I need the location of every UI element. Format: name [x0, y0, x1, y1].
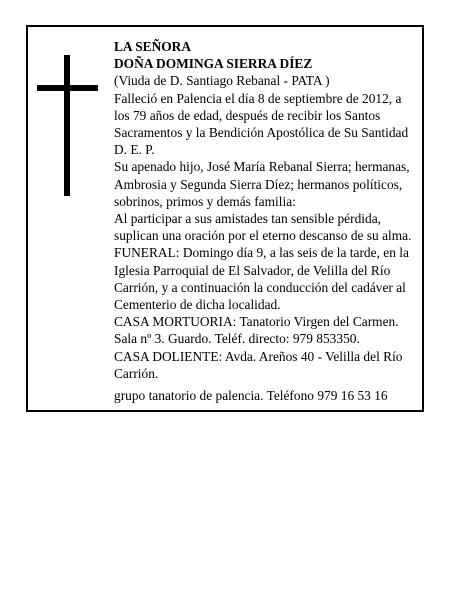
heading-la-senora: LA SEÑORA [114, 39, 192, 54]
death-line: los 79 años de edad, después de recibir los Santos [114, 107, 381, 123]
funeral-line: FUNERAL: Domingo día 9, a las seis de la tarde, en la [114, 245, 409, 261]
funeral-home-footer: grupo tanatorio de palencia. Teléfono 979 16 53 16 [114, 388, 388, 404]
funeral-line: Iglesia Parroquial de El Salvador, de Velilla del Río [114, 262, 391, 278]
deceased-name: DOÑA DOMINGA SIERRA DÍEZ [114, 56, 313, 72]
funeral-line: Cementerio de dicha localidad. [114, 297, 281, 313]
mortuary-line: CASA MORTUORIA: Tanatorio Virgen del Carmen. [114, 314, 399, 330]
death-line: Falleció en Palencia el día 8 de septiembre de 2012, a [114, 90, 402, 106]
obituary-text [114, 38, 419, 404]
widow-subtitle: (Viuda de D. Santiago Rebanal - PATA ) [114, 73, 330, 89]
death-line: D. E. P. [114, 142, 155, 158]
funeral-line: Carrión, y a continuación la conducción del cadáver al [114, 279, 406, 295]
cross-icon-bar [37, 85, 98, 91]
family-line: Su apenado hijo, José María Rebanal Sierra; hermanas, [114, 159, 410, 175]
mourning-home-line: Carrión. [114, 365, 159, 381]
family-line: Ambrosia y Segunda Sierra Díez; hermanos políticos, [114, 176, 403, 192]
mortuary-line: Sala nº 3. Guardo. Teléf. directo: 979 853350. [114, 331, 360, 347]
cross-icon [64, 55, 70, 196]
request-line: suplican una oración por el eterno descanso de su alma. [114, 228, 412, 244]
family-line: sobrinos, primos y demás familia: [114, 193, 296, 209]
request-line: Al participar a sus amistades tan sensible pérdida, [114, 211, 381, 227]
death-line: Sacramentos y la Bendición Apostólica de Su Santidad [114, 125, 409, 141]
mourning-home-line: CASA DOLIENTE: Avda. Areños 40 - Velilla del Río [114, 348, 403, 364]
